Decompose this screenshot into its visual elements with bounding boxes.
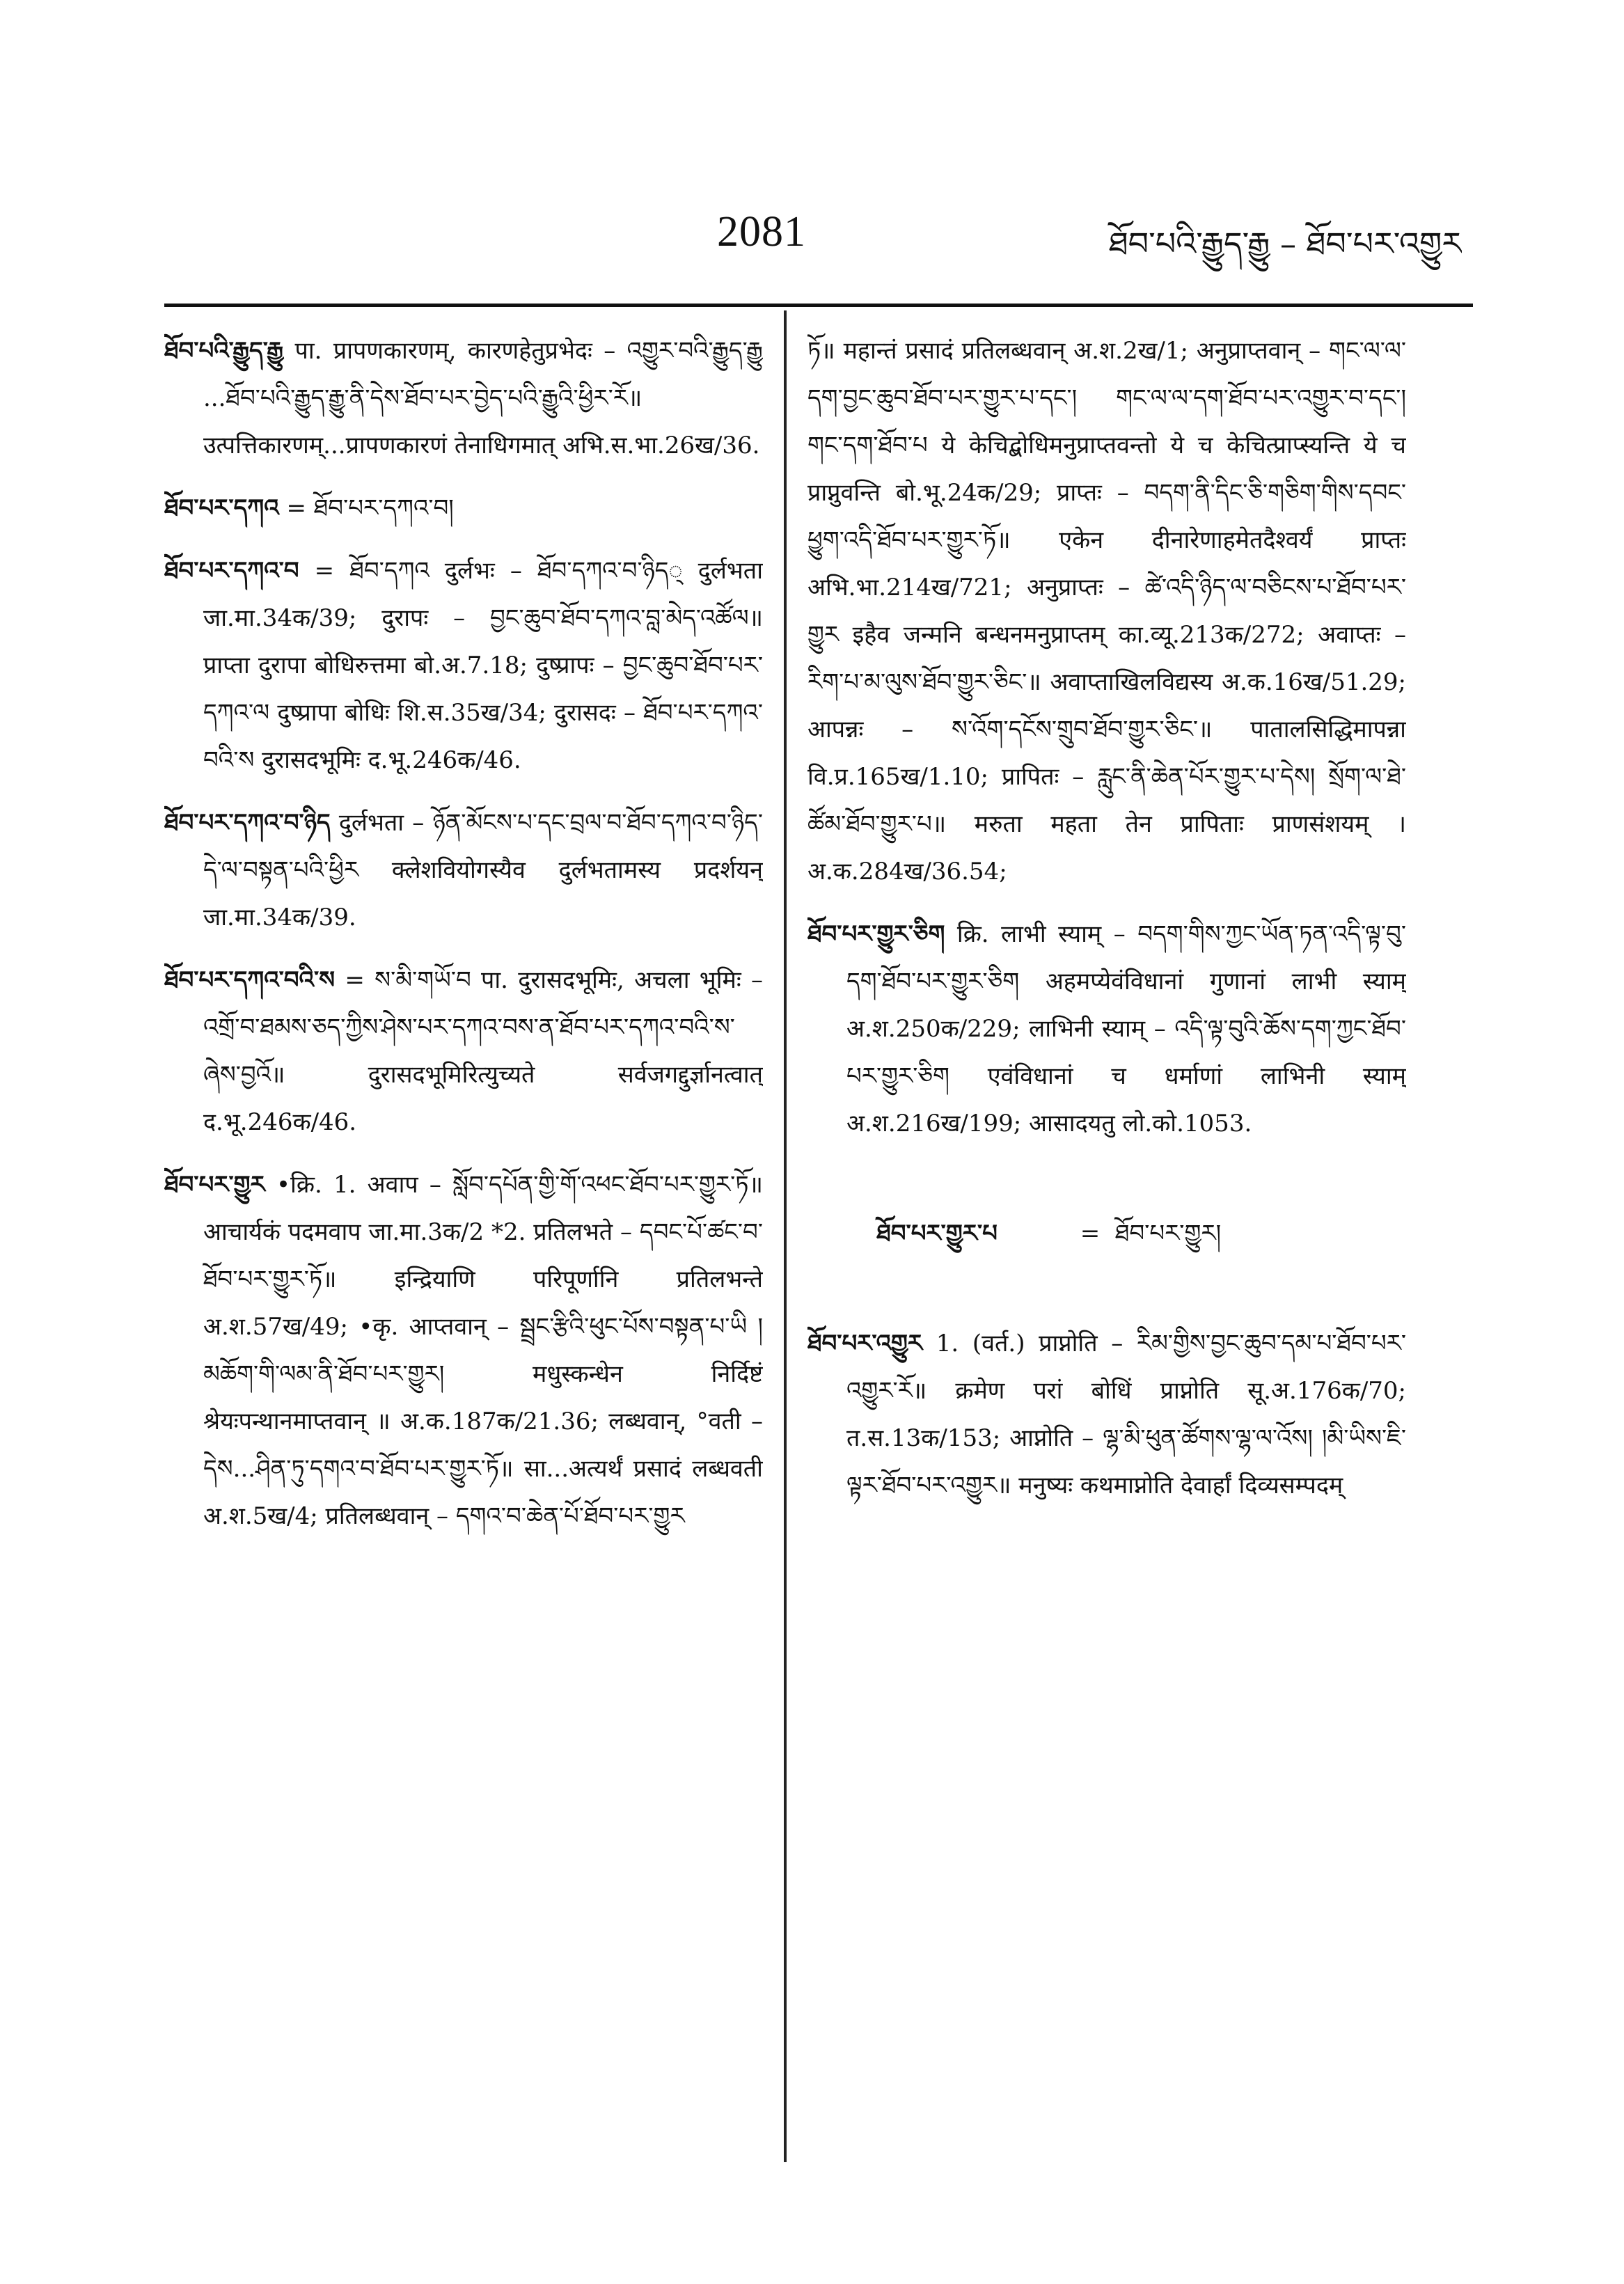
entry-headword: ཐོབ་པར་འགྱུར <box>807 1330 923 1357</box>
entry-headword: ཐོབ་པའི་རྒྱུད་རྒྱུ <box>164 337 284 365</box>
dictionary-entry <box>164 1161 763 1540</box>
dictionary-entry <box>164 485 763 532</box>
entry-body: = ཐོབ་པར་དཀའ་བ། <box>278 494 454 522</box>
entry-body: = ས་མི་གཡོ་བ पा. दुरासदभूमिः, अचला भूमिः – འགྲོ་བ་ཐམས་ཅད་ཀྱིས་ཤེས་པར་དཀའ་བས་ན་ཐོབ་པར་དཀའ་བའི་ས་ཞེས་བྱའོ॥ दुरासदभूमिरित्युच्यते सर्वजगद्दुर्ज्ञानत्वात् द.भू.246क/46. <box>203 966 763 1136</box>
entry-headword: ཐོབ་པར་དཀའ་བའི་ས <box>164 966 336 994</box>
entry-body: 1. (वर्त.) प्राप्नोति – རིམ་གྱིས་བྱང་ཆུབ་དམ་པ་ཐོབ་པར་འགྱུར་རོ॥ क्रमेण परां बोधिं प्राप्नोति सू.अ.176क/70; त.स.13क/153; आप्नोति – ལྷ་མི་ཕུན་ཚོགས་ལྷ་ལ་འོས། །མི་ཡིས་ཇི་ལྟར་ཐོབ་པར་འགྱུར॥ मनुष्यः कथमाप्नोति देवार्हां दिव्यसम्पदम् <box>846 1330 1406 1499</box>
entry-headword: ཐོབ་པར་གྱུར་ཅིག <box>807 920 945 948</box>
entry-headword: ཐོབ་པར་གྱུར <box>164 1171 265 1199</box>
dictionary-entry <box>807 1320 1406 1509</box>
running-head: ཐོབ་པའི་རྒྱུད་རྒྱུ – ཐོབ་པར་འགྱུར <box>1108 225 1462 262</box>
entry-headword: ཐོབ་པར་དཀའ་བ <box>164 557 299 585</box>
entry-body: क्रि. लाभी स्याम् – བདག་གིས་ཀྱང་ཡོན་ཏན་འདི་ལྟ་བུ་དག་ཐོབ་པར་གྱུར་ཅིག अहमप्येवंविधानां गुणानां लाभी स्याम् अ.श.250क/229; लाभिनी स्याम् – འདི་ལྟ་བུའི་ཆོས་དག་ཀྱང་ཐོབ་པར་གྱུར་ཅིག एवंविधानां च धर्माणां लाभिनी स्याम् अ.श.216ख/199; आसादयतु लो.को.1053. <box>846 920 1406 1137</box>
dictionary-entry-continued <box>807 327 1406 895</box>
column-divider <box>784 310 787 2162</box>
page-number: 2081 <box>717 208 806 255</box>
entry-headword: ཐོབ་པར་དཀའ་བ་ཉིད <box>164 809 331 837</box>
dictionary-entry <box>807 911 1406 1147</box>
entry-body: = ཐོབ་དཀའ दुर्लभः – ཐོབ་དཀའ་བ་ཉིད् दुर्लभता जा.मा.34क/39; दुरापः – བྱང་ཆུབ་ཐོབ་དཀའ་བླ་མེད་འཚོལ॥ प्राप्ता दुरापा बोधिरुत्तमा बो.अ.7.18; दुष्प्रापः – བྱང་ཆུབ་ཐོབ་པར་དཀའ་ལ दुष्प्रापा बोधिः शि.स.35ख/34; दुरासदः – ཐོབ་པར་དཀའ་བའི་ས दुरासदभूमिः द.भू.246क/46. <box>203 557 763 774</box>
entry-body: •क्रि. 1. अवाप – སློབ་དཔོན་གྱི་གོ་འཕང་ཐོབ་པར་གྱུར་ཏོ॥ आचार्यकं पदमवाप जा.मा.3क/2 *2. प्रतिलभते – དབང་པོ་ཚང་བ་ཐོབ་པར་གྱུར་ཏོ॥ इन्द्रियाणि परिपूर्णानि प्रतिलभन्ते अ.श.57ख/49; •कृ. आप्तवान् – སྦྲང་རྩིའི་ཕུང་པོས་བསྟན་པ་ཡི །མཆོག་གི་ལམ་ནི་ཐོབ་པར་གྱུར། मधुस्कन्धेन निर्दिष्टं श्रेयःपन्थानमाप्तवान् ॥ अ.क.187क/21.36; लब्धवान्, °वती – དེས...ཤིན་ཏུ་དགའ་བ་ཐོབ་པར་གྱུར་ཏོ॥ सा...अत्यर्थं प्रसादं लब्धवती अ.श.5ख/4; प्रतिलब्धवान् – དགའ་བ་ཆེན་པོ་ཐོབ་པར་གྱུར <box>203 1171 763 1530</box>
entry-body: दुर्लभता – ཉོན་མོངས་པ་དང་བྲལ་བ་ཐོབ་དཀའ་བ་ཉིད་དེ་ལ་བསྟན་པའི་ཕྱིར क्लेशवियोगस्यैव दुर्लभतामस्य प्रदर्शयन् जा.मा.34क/39. <box>203 809 763 931</box>
dictionary-entry <box>807 1163 1406 1305</box>
entry-headword: ཐོབ་པར་དཀའ <box>164 494 279 522</box>
dictionary-entry <box>164 799 763 941</box>
header-rule <box>164 304 1473 307</box>
dictionary-entry <box>164 547 763 784</box>
entry-body: पा. प्रापणकारणम्, कारणहेतुप्रभेदः – འགྱུར་བའི་རྒྱུད་རྒྱུ ...ཐོབ་པའི་རྒྱུད་རྒྱུ་ནི་དེས་ཐོབ་པར་བྱེད་པའི་རྒྱུའི་ཕྱིར་རོ॥ उत्पत्तिकारणम्...प्रापणकारणं तेनाधिगमात् अभि.स.भा.26ख/36. <box>203 337 763 459</box>
right-column <box>807 327 1406 2200</box>
dictionary-entry <box>164 327 763 469</box>
left-column <box>164 327 763 2200</box>
entry-body: ཏོ॥ महान्तं प्रसादं प्रतिलब्धवान् अ.श.2ख/1; अनुप्राप्तवान् – གང་ལ་ལ་དག་བྱང་ཆུབ་ཐོབ་པར་གྱུར་པ་དང་། གང་ལ་ལ་དག་ཐོབ་པར་འགྱུར་བ་དང་། གང་དག་ཐོབ་པ ये केचिद्बोधिमनुप्राप्तवन्तो ये च केचित्प्राप्स्यन्ति ये च प्राप्नुवन्ति बो.भू.24क/29; प्राप्तः – བདག་ནི་དིང་ཅི་གཅིག་གིས་དབང་ཕྱུག་འདི་ཐོབ་པར་གྱུར་ཏོ॥ एकेन दीनारेणाहमेतदैश्वर्यं प्राप्तः अभि.भा.214ख/721; अनुप्राप्तः – ཚེ་འདི་ཉིད་ལ་བཅིངས་པ་ཐོབ་པར་གྱུར इहैव जन्मनि बन्धनमनुप्राप्तम् का.व्यू.213क/272; अवाप्तः – རིག་པ་མ་ལུས་ཐོབ་གྱུར་ཅིང་॥ अवाप्ताखिलविद्यस्य अ.क.16ख/51.29; आपन्नः – ས་འོག་དངོས་གྲུབ་ཐོབ་གྱུར་ཅིང་॥ पातालसिद्धिमापन्ना वि.प्र.165ख/1.10; प्रापितः – རླུང་ནི་ཆེན་པོར་གྱུར་པ་དེས། སྲོག་ལ་ཐེ་ཚོམ་ཐོབ་གྱུར་པ॥ मरुता महता तेन प्रापिताः प्राणसंशयम् । अ.क.284ख/36.54; <box>807 337 1406 885</box>
entry-headword: ཐོབ་པར་གྱུར་པ <box>876 1220 998 1247</box>
entry-body: = ཐོབ་པར་གྱུར། <box>997 1220 1222 1247</box>
dictionary-entry <box>164 956 763 1146</box>
